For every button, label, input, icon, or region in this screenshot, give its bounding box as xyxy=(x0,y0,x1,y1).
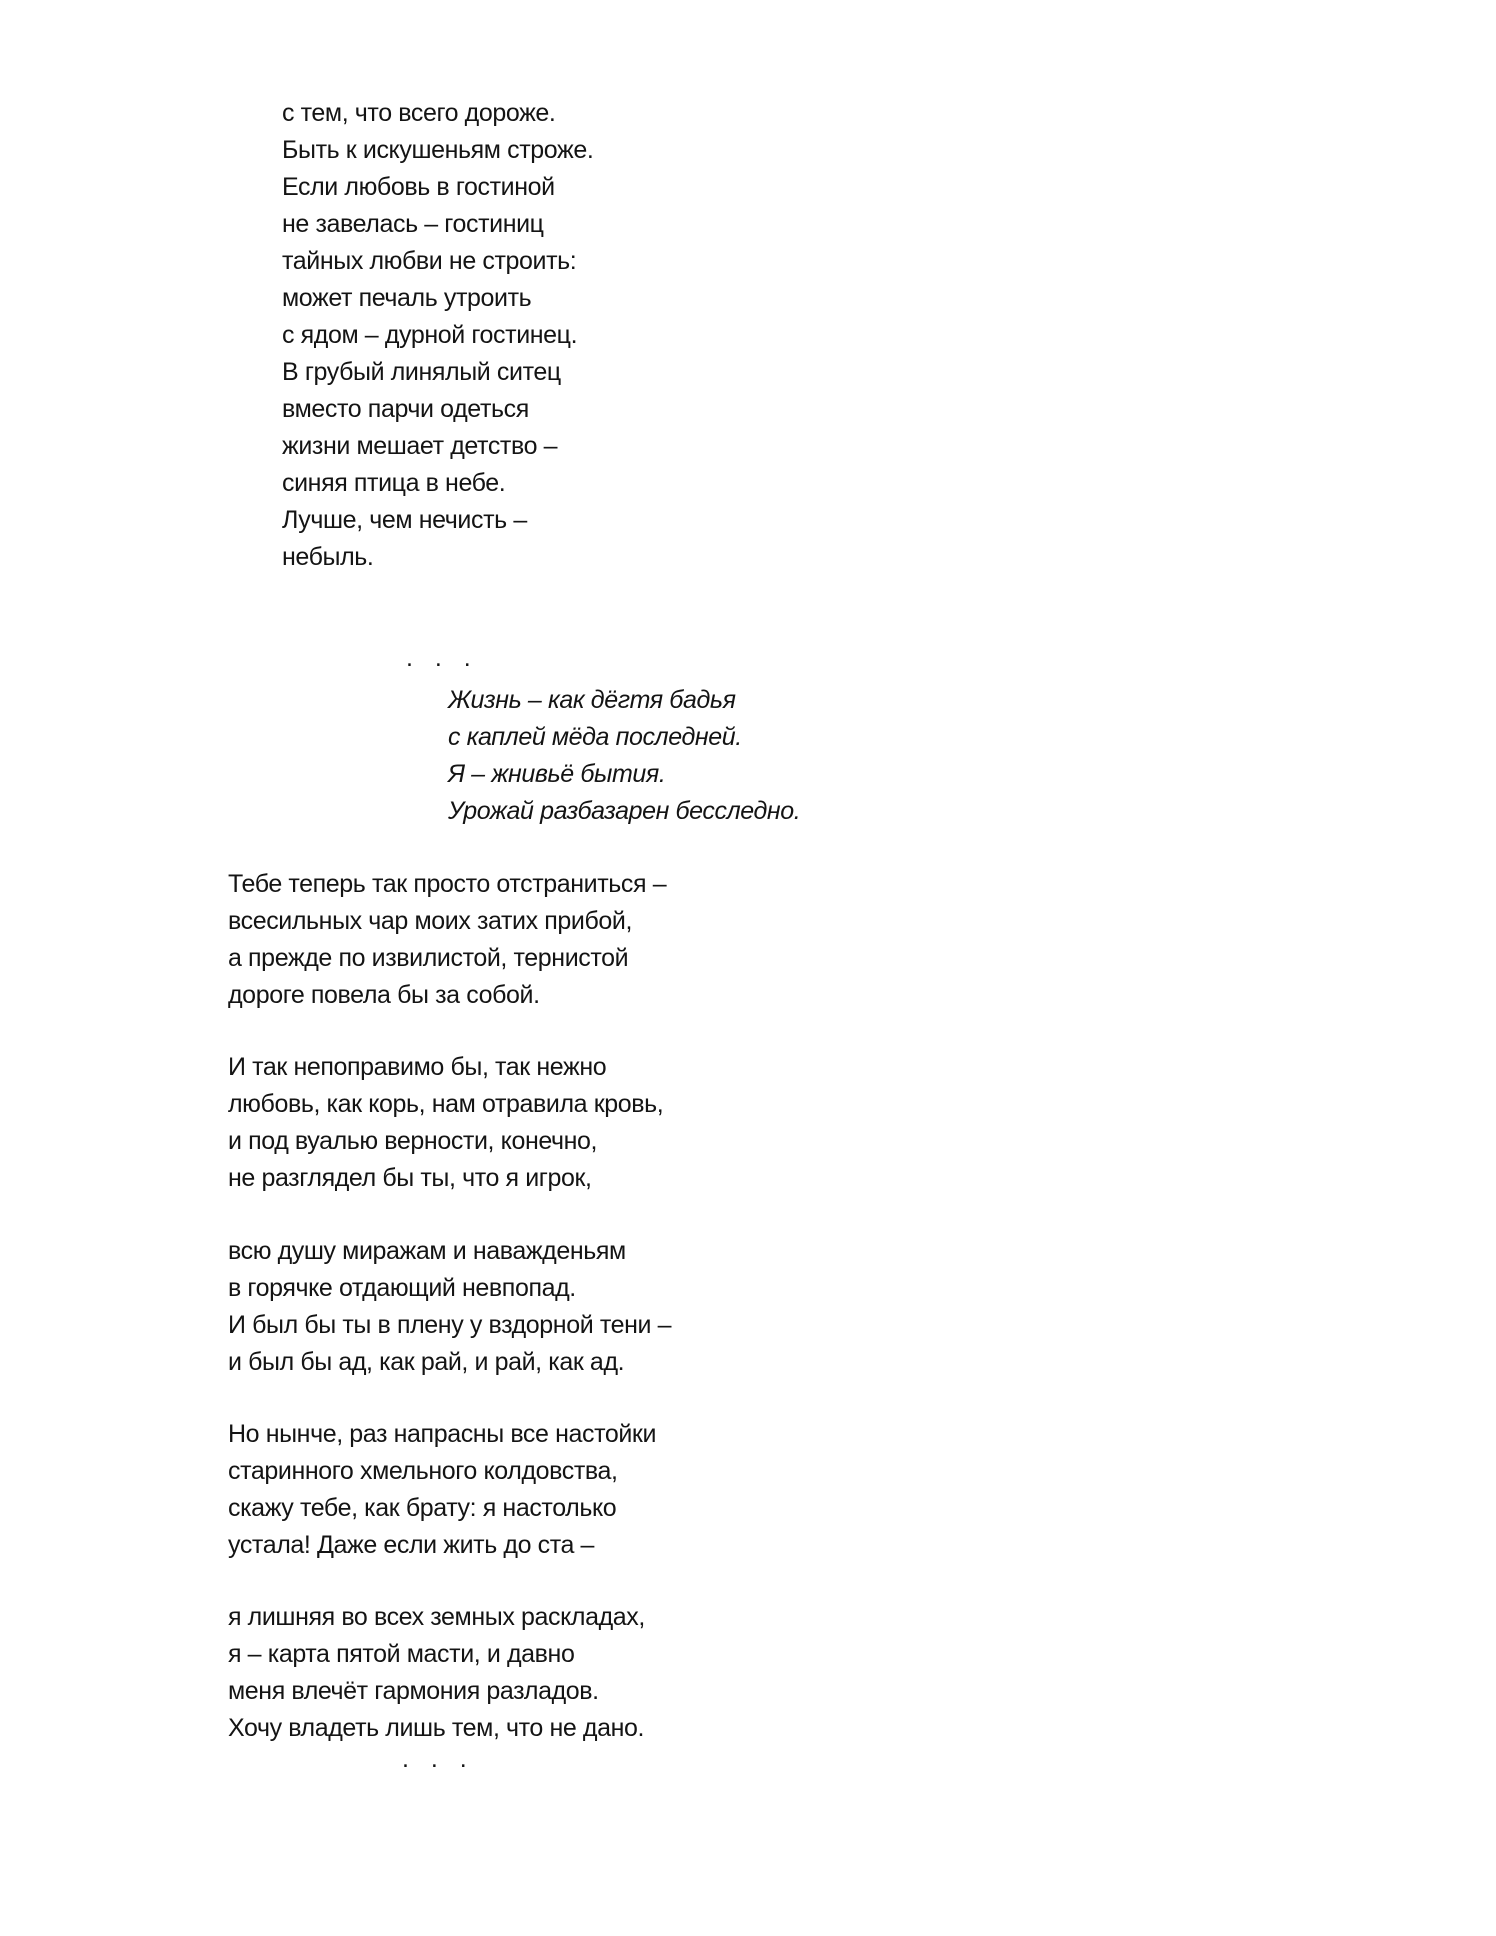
poem-line: Быть к искушеньям строже. xyxy=(282,136,594,164)
poem-line: и под вуалью верности, конечно, xyxy=(228,1127,598,1155)
poem-line: любовь, как корь, нам отравила кровь, xyxy=(228,1090,664,1118)
stanza-3 xyxy=(228,1233,671,1381)
poem-line: жизни мешает детство – xyxy=(282,432,558,460)
poem-line: И был бы ты в плену у вздорной тени – xyxy=(228,1311,672,1339)
poem-line: Тебе теперь так просто отстраниться – xyxy=(228,870,667,898)
epigraph xyxy=(448,682,800,830)
poem-line: тайных любви не строить: xyxy=(282,247,577,275)
poem-line: с тем, что всего дороже. xyxy=(282,99,556,127)
poem-line: с ядом – дурной гостинец. xyxy=(282,321,578,349)
poem-line: Если любовь в гостиной xyxy=(282,173,555,201)
poem-line: скажу тебе, как брату: я настолько xyxy=(228,1494,617,1522)
epigraph-line: Урожай разбазарен бесследно. xyxy=(448,797,801,825)
poem-line: меня влечёт гармония разладов. xyxy=(228,1677,599,1705)
stanza-1 xyxy=(228,866,666,1014)
poem-line: устала! Даже если жить до ста – xyxy=(228,1531,595,1559)
stanza-5 xyxy=(228,1599,645,1747)
poem-line: всесильных чар моих затих прибой, xyxy=(228,907,632,935)
poem-line: не разглядел бы ты, что я игрок, xyxy=(228,1164,592,1192)
poem-line: В грубый линялый ситец xyxy=(282,358,561,386)
poem-line: а прежде по извилистой, тернистой xyxy=(228,944,629,972)
poem-line: я – карта пятой масти, и давно xyxy=(228,1640,575,1668)
poem-line: в горячке отдающий невпопад. xyxy=(228,1274,576,1302)
stanza-4 xyxy=(228,1416,656,1564)
poem-line: не завелась – гостиниц xyxy=(282,210,544,238)
poem-fragment xyxy=(282,95,593,576)
poem-line: вместо парчи одеться xyxy=(282,395,529,423)
poem-line: Лучше, чем нечисть – xyxy=(282,506,527,534)
section-divider: . . . xyxy=(402,1745,467,1773)
epigraph-line: Я – жнивьё бытия. xyxy=(448,760,666,788)
poem-line: я лишняя во всех земных раскладах, xyxy=(228,1603,645,1631)
poem-line: может печаль утроить xyxy=(282,284,532,312)
poem-line: небыль. xyxy=(282,543,374,571)
poem-line: дороге повела бы за собой. xyxy=(228,981,540,1009)
poem-line: синяя птица в небе. xyxy=(282,469,506,497)
poem-line: старинного хмельного колдовства, xyxy=(228,1457,618,1485)
poem-line: Хочу владеть лишь тем, что не дано. xyxy=(228,1714,645,1742)
epigraph-line: Жизнь – как дёгтя бадья xyxy=(448,686,736,714)
poem-line: И так непоправимо бы, так нежно xyxy=(228,1053,607,1081)
section-divider: . . . xyxy=(406,644,471,672)
poem-line: и был бы ад, как рай, и рай, как ад. xyxy=(228,1348,625,1376)
poem-line: всю душу миражам и наважденьям xyxy=(228,1237,626,1265)
poem-line: Но нынче, раз напрасны все настойки xyxy=(228,1420,657,1448)
epigraph-line: с каплей мёда последней. xyxy=(448,723,742,751)
stanza-2 xyxy=(228,1049,663,1197)
